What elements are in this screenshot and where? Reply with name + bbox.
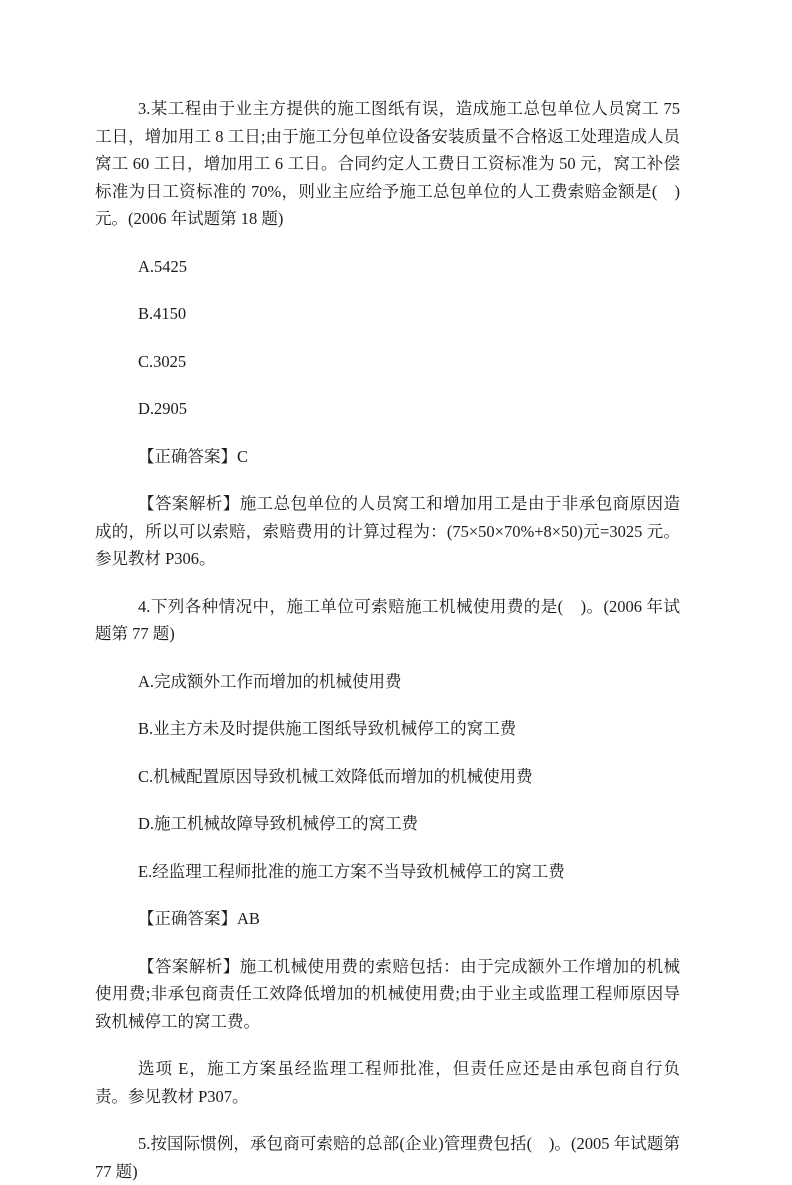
- question-5-stem: 5.按国际惯例，承包商可索赔的总部(企业)管理费包括( )。(2005 年试题第 77 题): [95, 1134, 680, 1181]
- question-3-option-b: B.4150: [138, 304, 187, 323]
- question-4-analysis: [95, 953, 680, 1036]
- question-3-answer-line: [95, 443, 680, 471]
- answer-value: AB: [237, 909, 260, 928]
- question-4-stem: 4.下列各种情况中，施工单位可索赔施工机械使用费的是( )。(2006 年试题第 77 题): [95, 596, 680, 643]
- question-3-stem: 3.某工程由于业主方提供的施工图纸有误，造成施工总包单位人员窝工 75 工日，增加用工 8 工日;由于施工分包单位设备安装质量不合格返工处理造成人员窝工 60 工日，增加用工 6 工日。合同约定人工费日工资标准为 50 元，窝工补偿标准为日工资标准的 70%，则业主应给予施工总包单位的人工费索赔金额是( )元。(2006 年试题第 18 题): [95, 99, 680, 228]
- question-3-option-d: D.2905: [138, 399, 188, 418]
- analysis-label: 【答案解析】: [138, 494, 240, 513]
- question-3-option-c: C.3025: [138, 351, 187, 371]
- answer-label: 【正确答案】: [138, 909, 237, 928]
- analysis-label: 【答案解析】: [138, 956, 240, 976]
- question-4-option-a: A.完成额外工作而增加的机械使用费: [138, 671, 402, 691]
- answer-label: 【正确答案】: [138, 446, 237, 466]
- analysis-text: 施工总包单位的人员窝工和增加用工是由于非承包商原因造成的，所以可以索赔，索赔费用的计算过程为：(75×50×70%+8×50)元=3025 元。参见教材 P306。: [95, 494, 681, 568]
- question-4-analysis-note: 选项 E，施工方案虽经监理工程师批准，但责任应还是由承包商自行负责。参见教材 P307。: [95, 1059, 680, 1106]
- question-3-analysis: [95, 490, 680, 573]
- question-4-option-d: D.施工机械故障导致机械停工的窝工费: [138, 814, 419, 833]
- analysis-text: 施工机械使用费的索赔包括：由于完成额外工作增加的机械使用费;非承包商责任工效降低增加的机械使用费;由于业主或监理工程师原因导致机械停工的窝工费。: [95, 956, 681, 1031]
- question-4-option-b: B.业主方未及时提供施工图纸导致机械停工的窝工费: [138, 719, 517, 738]
- question-4-answer-line: [95, 905, 680, 933]
- question-4-option-e: E.经监理工程师批准的施工方案不当导致机械停工的窝工费: [138, 861, 565, 881]
- question-3-option-a: A.5425: [138, 256, 188, 276]
- question-4-option-c: C.机械配置原因导致机械工效降低而增加的机械使用费: [138, 766, 533, 786]
- answer-value: C: [237, 446, 249, 466]
